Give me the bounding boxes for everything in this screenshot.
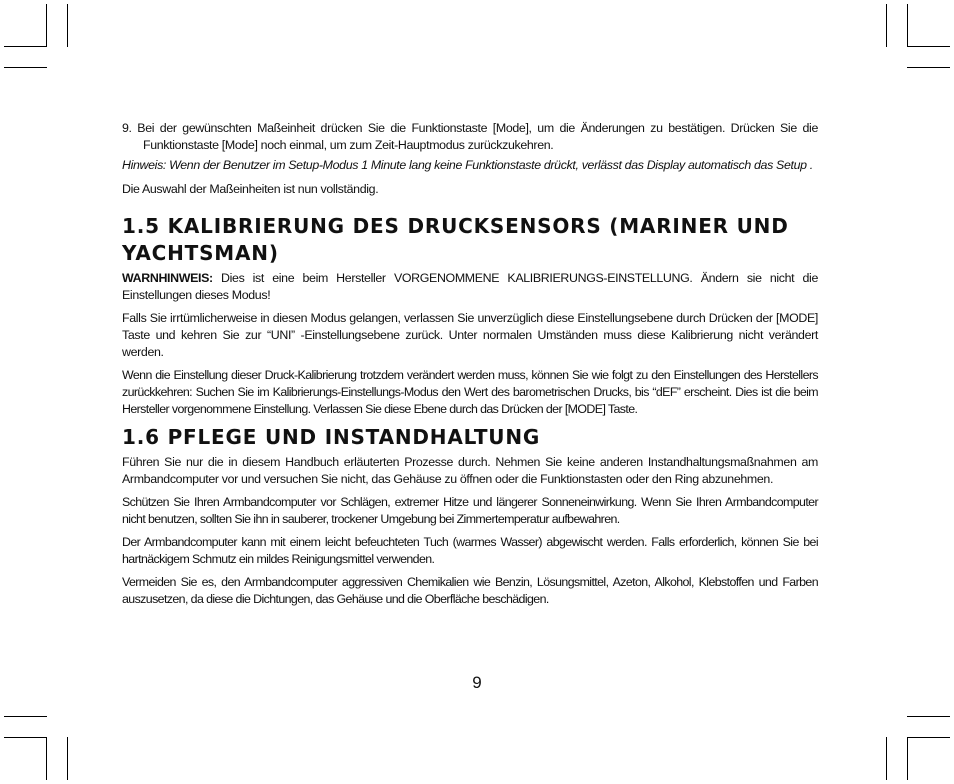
care-paragraph-4: Vermeiden Sie es, den Armbandcomputer aggressiven Chemikalien wie Benzin, Lösungsmittel, Azeton, Alkohol, Klebstoffen und Farben auszusetzen, da diese die Dichtungen, das Gehäuse und die Oberfläche beschädigen.: [122, 575, 818, 606]
page-number: 9: [472, 673, 482, 692]
section-heading-care: 1.6 PFLEGE UND INSTANDHALTUNG: [122, 425, 541, 449]
hinweis-note: Hinweis: Wenn der Benutzer im Setup-Modus 1 Minute lang keine Funktionstaste drückt, verlässt das Display automatisch das Setup .: [122, 158, 813, 172]
page-content: [122, 120, 818, 614]
crop-mark: [907, 4, 908, 47]
crop-mark: [907, 737, 950, 738]
item-text: Bei der gewünschten Maßeinheit drücken Sie die Funktionstaste [Mode], um die Änderungen zu bestätigen. Drücken Sie die Funktionstaste [Mode] noch einmal, um zum Zeit-Hauptmodus zurückzukehren.: [137, 121, 819, 152]
warning-text: Dies ist eine beim Hersteller VORGENOMMENE KALIBRIERUNGS-EINSTELLUNG. Ändern sie nicht die Einstellungen dieses Modus!: [122, 271, 818, 302]
calibration-paragraph-1: Falls Sie irrtümlicherweise in diesen Modus gelangen, verlassen Sie unverzüglich diese Einstellungsebene durch Drücken der [MODE] Taste und kehren Sie zur “UNI” -Einstellungsebene zurück. Unter normalen Umständen muss diese Kalibrierung nicht verändert werden.: [122, 311, 818, 359]
crop-mark: [67, 737, 68, 780]
care-paragraph-2: Schützen Sie Ihren Armbandcomputer vor Schlägen, extremer Hitze und längerer Sonneneinwirkung. Wenn Sie Ihren Armbandcomputer nicht benutzen, sollten Sie ihn in sauberer, trockener Umgebung bei Zimmertemperatur aufbewahren.: [122, 495, 818, 526]
crop-mark: [907, 46, 950, 47]
auswahl-text: Die Auswahl der Maßeinheiten ist nun vollständig.: [122, 182, 379, 196]
crop-mark: [67, 4, 68, 47]
section-heading-calibration: 1.5 KALIBRIERUNG DES DRUCKSENSORS (MARINER UND YACHTSMAN): [122, 214, 789, 265]
crop-mark: [4, 716, 47, 717]
crop-mark: [907, 67, 950, 68]
care-paragraph-3: Der Armbandcomputer kann mit einem leicht befeuchteten Tuch (warmes Wasser) abgewischt werden. Falls erforderlich, können Sie bei hartnäckigem Schmutz ein mildes Reinigungsmittel verwenden.: [122, 535, 818, 566]
crop-mark: [4, 46, 47, 47]
list-item-9: [122, 120, 818, 154]
crop-mark: [907, 737, 908, 780]
crop-mark: [46, 4, 47, 47]
crop-mark: [46, 737, 47, 780]
calibration-paragraph-2: Wenn die Einstellung dieser Druck-Kalibrierung trotzdem verändert werden muss, können Sie wie folgt zu den Einstellungen des Herstellers zurückkehren: Suchen Sie im Kalibrierungs-Einstellungs-Modus den Wert des barometrischen Drucks, bis “dEF” erscheint. Dies ist die beim Hersteller vorgenommene Einstellung. Verlassen Sie diese Ebene durch das Drücken der [MODE] Taste.: [122, 368, 818, 416]
warning-paragraph: [122, 270, 818, 304]
crop-mark: [886, 737, 887, 780]
item-number: 9.: [122, 121, 132, 135]
warning-label: WARNHINWEIS:: [122, 271, 213, 285]
crop-mark: [907, 716, 950, 717]
care-paragraph-1: Führen Sie nur die in diesem Handbuch erläuterten Prozesse durch. Nehmen Sie keine anderen Instandhaltungsmaßnahmen am Armbandcomputer vor und versuchen Sie nicht, das Gehäuse zu öffnen oder die Funktionstasten oder den Ring abzunehmen.: [122, 455, 818, 486]
crop-mark: [886, 4, 887, 47]
crop-mark: [4, 67, 47, 68]
crop-mark: [4, 737, 47, 738]
